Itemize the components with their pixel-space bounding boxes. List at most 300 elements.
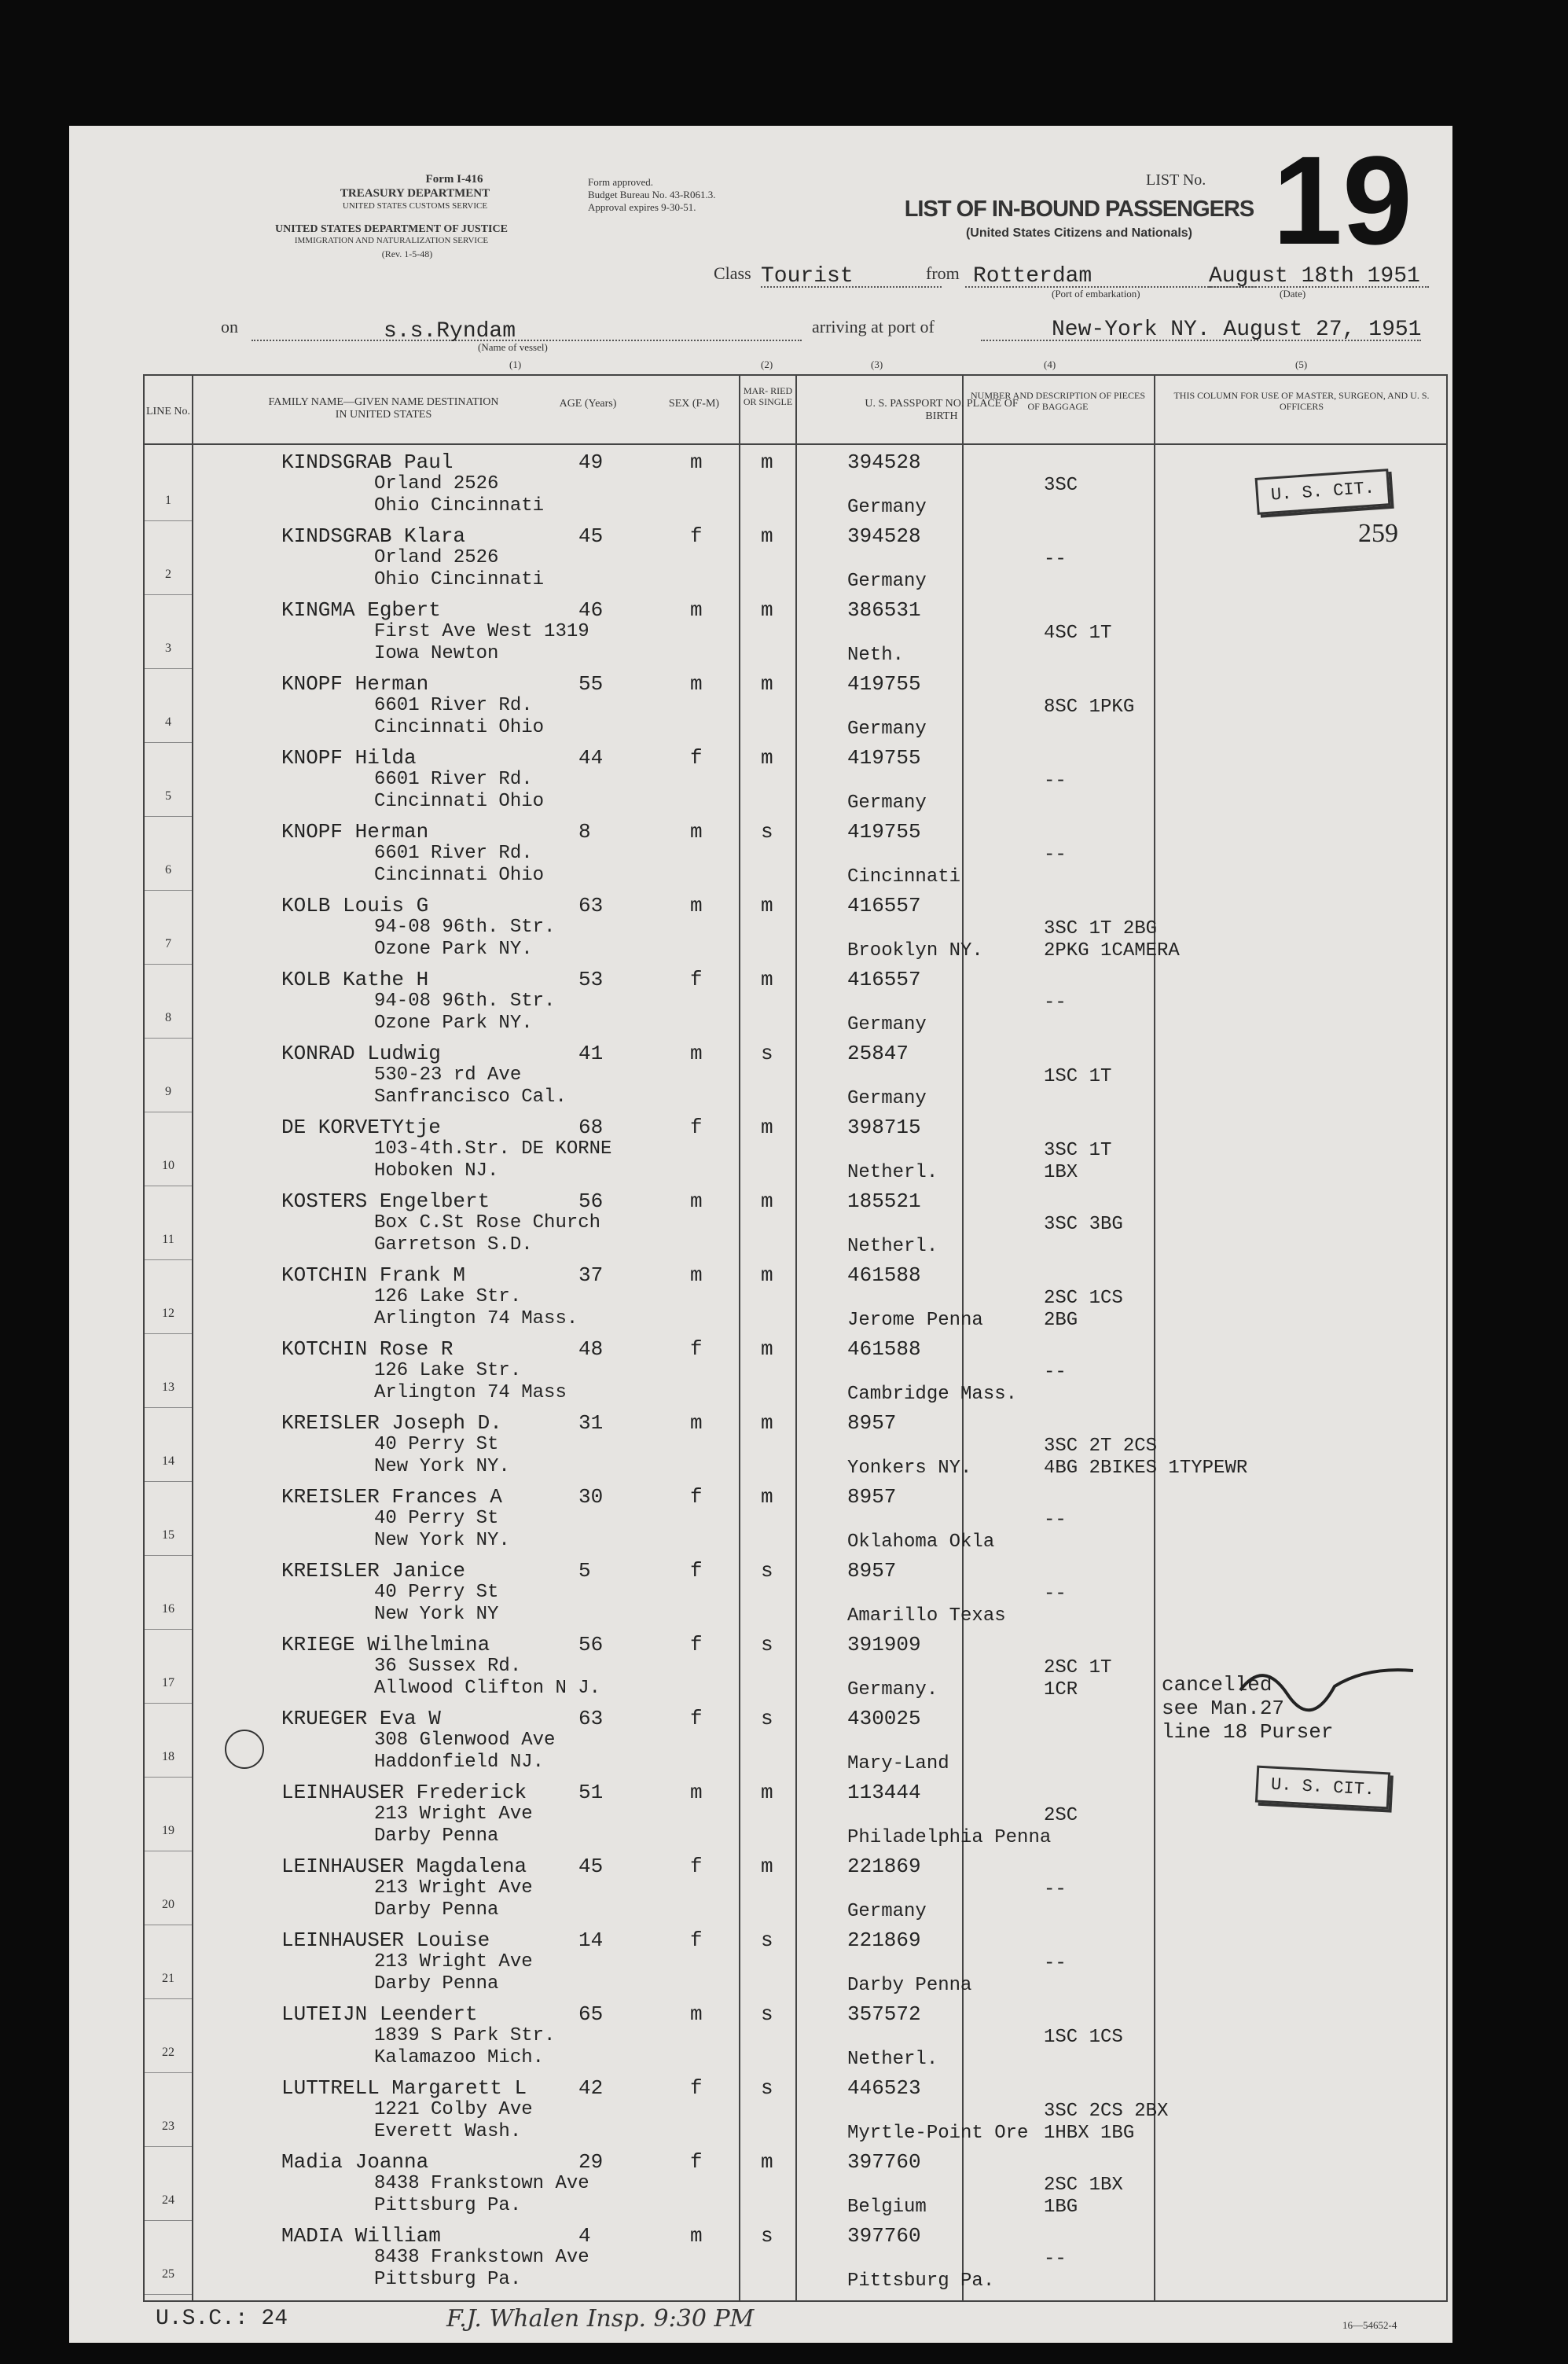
- col-num-5: (5): [1295, 358, 1308, 370]
- baggage-line-1: 1SC 1CS: [1044, 2027, 1123, 2048]
- birthplace: Mary-Land: [847, 1753, 949, 1774]
- passport-number: 446523: [847, 2076, 921, 2100]
- line-number: 12: [162, 1307, 174, 1320]
- marital-status: s: [761, 820, 773, 844]
- passenger-name: KREISLER Joseph D.: [281, 1411, 502, 1435]
- age: 48: [578, 1337, 604, 1361]
- birthplace: Netherl.: [847, 1162, 938, 1183]
- passport-number: 221869: [847, 1855, 921, 1878]
- age: 63: [578, 894, 604, 917]
- vessel-caption: (Name of vessel): [478, 341, 548, 353]
- count-annotation: 259: [1358, 519, 1398, 548]
- table-row: [69, 892, 1452, 965]
- on-label: on: [221, 317, 238, 336]
- age: 14: [578, 1928, 604, 1952]
- age: 31: [578, 1411, 604, 1435]
- address-line-1: 308 Glenwood Ave: [374, 1730, 556, 1751]
- birthplace: Netherl.: [847, 1236, 938, 1257]
- approval-2: Budget Bureau No. 43-R061.3.: [588, 189, 716, 200]
- address-line-1: 530-23 rd Ave: [374, 1064, 522, 1086]
- address-line-1: 103-4th.Str. DE KORNE: [374, 1138, 612, 1160]
- address-line-2: Arlington 74 Mass: [374, 1382, 567, 1403]
- address-line-2: Iowa Newton: [374, 643, 499, 664]
- address-line-2: Hoboken NJ.: [374, 1160, 499, 1182]
- sex: f: [690, 1855, 703, 1878]
- baggage-line-2: 1CR: [1044, 1679, 1078, 1700]
- table-row: [69, 1926, 1452, 1999]
- baggage-line-1: 2SC 1BX: [1044, 2175, 1123, 2196]
- col-num-4: (4): [1044, 358, 1056, 370]
- sex: m: [690, 1781, 703, 1804]
- baggage-line-1: 1SC 1T: [1044, 1066, 1112, 1087]
- table-row: [69, 965, 1452, 1039]
- marital-status: m: [761, 1411, 773, 1435]
- marital-status: s: [761, 1707, 773, 1730]
- line-number: 22: [162, 2046, 174, 2059]
- line-number: 18: [162, 1750, 174, 1763]
- table-row: [69, 1187, 1452, 1260]
- passenger-name: KNOPF Hilda: [281, 746, 417, 770]
- address-line-1: 6601 River Rd.: [374, 695, 533, 716]
- passenger-name: Madia Joanna: [281, 2150, 429, 2174]
- date-value: August 18th 1951: [1209, 264, 1420, 289]
- passenger-name: DE KORVETYtje: [281, 1116, 441, 1139]
- birthplace: Neth.: [847, 645, 905, 666]
- cancelled-note-3: line 18 Purser: [1162, 1720, 1334, 1744]
- birthplace: Germany: [847, 792, 927, 814]
- marital-status: m: [761, 894, 773, 917]
- line-number: 17: [162, 1676, 174, 1689]
- row-divider: [145, 2294, 192, 2295]
- baggage-line-1: 2SC: [1044, 1805, 1078, 1826]
- row-divider: [145, 2072, 192, 2073]
- passport-number: 397760: [847, 2150, 921, 2174]
- revision: (Rev. 1-5-48): [381, 248, 433, 259]
- passenger-name: KREISLER Frances A: [281, 1485, 502, 1509]
- passenger-list-page: [69, 126, 1452, 2343]
- address-line-1: 94-08 96th. Str.: [374, 917, 556, 938]
- marital-status: m: [761, 450, 773, 474]
- sex: f: [690, 1633, 703, 1656]
- address-line-1: 6601 River Rd.: [374, 769, 533, 790]
- row-divider: [145, 2220, 192, 2221]
- birthplace: Philadelphia Penna: [847, 1827, 1052, 1848]
- sex: m: [690, 820, 703, 844]
- passenger-name: MADIA William: [281, 2224, 441, 2248]
- baggage-line-1: --: [1044, 2248, 1067, 2270]
- birthplace: Cambridge Mass.: [847, 1384, 1018, 1405]
- passenger-name: KOTCHIN Frank M: [281, 1263, 466, 1287]
- sex: m: [690, 2224, 703, 2248]
- address-line-2: Everett Wash.: [374, 2121, 522, 2142]
- age: 29: [578, 2150, 604, 2174]
- line-number: 1: [165, 494, 171, 507]
- baggage-line-1: 3SC 1T: [1044, 1140, 1112, 1161]
- handwritten-circle: [217, 1722, 272, 1777]
- line-number: 5: [165, 789, 171, 803]
- age: 65: [578, 2002, 604, 2026]
- passport-number: 398715: [847, 1116, 921, 1139]
- row-divider: [145, 520, 192, 521]
- passenger-name: KNOPF Herman: [281, 820, 429, 844]
- list-subtitle: (United States Citizens and Nationals): [965, 226, 1193, 240]
- birthplace: Oklahoma Okla: [847, 1531, 995, 1553]
- line-number: 19: [162, 1824, 174, 1837]
- address-line-1: Box C.St Rose Church: [374, 1212, 601, 1233]
- address-line-2: Allwood Clifton N J.: [374, 1678, 601, 1699]
- sex: f: [690, 746, 703, 770]
- line-number: 16: [162, 1602, 174, 1616]
- line-number: 6: [165, 863, 171, 877]
- address-line-1: 94-08 96th. Str.: [374, 991, 556, 1012]
- sex: f: [690, 524, 703, 548]
- row-divider: [145, 594, 192, 595]
- birthplace: Yonkers NY.: [847, 1458, 972, 1479]
- line-number: 8: [165, 1011, 171, 1024]
- age: 53: [578, 968, 604, 991]
- birthplace: Pittsburg Pa.: [847, 2270, 995, 2292]
- sex: m: [690, 1411, 703, 1435]
- age: 63: [578, 1707, 604, 1730]
- line-number: 2: [165, 568, 171, 581]
- address-line-1: 36 Sussex Rd.: [374, 1656, 522, 1677]
- table-row: [69, 1335, 1452, 1408]
- list-number: 19: [1272, 130, 1412, 270]
- birthplace: Germany: [847, 571, 927, 592]
- baggage-line-2: 2PKG 1CAMERA: [1044, 940, 1180, 961]
- marital-status: s: [761, 2224, 773, 2248]
- address-line-2: Ozone Park NY.: [374, 939, 533, 960]
- address-line-2: Cincinnati Ohio: [374, 791, 545, 812]
- passport-number: 185521: [847, 1189, 921, 1213]
- baggage-line-1: 2SC 1CS: [1044, 1288, 1123, 1309]
- birthplace: Germany: [847, 1014, 927, 1035]
- sex: f: [690, 2150, 703, 2174]
- address-line-2: Ohio Cincinnati: [374, 569, 545, 590]
- address-line-2: New York NY: [374, 1604, 499, 1625]
- address-line-1: 213 Wright Ave: [374, 1951, 533, 1972]
- age: 55: [578, 672, 604, 696]
- line-number: 4: [165, 715, 171, 729]
- passenger-name: KINDSGRAB Paul: [281, 450, 454, 474]
- age: 30: [578, 1485, 604, 1509]
- baggage-line-1: 3SC: [1044, 475, 1078, 496]
- sex: m: [690, 1263, 703, 1287]
- col-header-sex: SEX (F-M): [668, 398, 720, 410]
- passport-number: 416557: [847, 968, 921, 991]
- customs-service: UNITED STATES CUSTOMS SERVICE: [342, 201, 488, 211]
- col-header-name: FAMILY NAME—GIVEN NAME DESTINATION IN UNITED STATES: [268, 396, 499, 421]
- table-row: [69, 1852, 1452, 1925]
- table-row: [69, 1039, 1452, 1112]
- passport-number: 8957: [847, 1411, 897, 1435]
- birthplace: Netherl.: [847, 2049, 938, 2070]
- marital-status: m: [761, 2150, 773, 2174]
- passport-number: 113444: [847, 1781, 921, 1804]
- line-number: 24: [162, 2193, 174, 2207]
- baggage-line-1: --: [1044, 992, 1067, 1013]
- baggage-line-1: 8SC 1PKG: [1044, 697, 1135, 718]
- age: 42: [578, 2076, 604, 2100]
- birthplace: Germany: [847, 1088, 927, 1109]
- passenger-name: LEINHAUSER Louise: [281, 1928, 490, 1952]
- line-number: 21: [162, 1972, 174, 1985]
- sex: f: [690, 1707, 703, 1730]
- marital-status: m: [761, 672, 773, 696]
- passenger-name: KOTCHIN Rose R: [281, 1337, 454, 1361]
- row-divider: [145, 1333, 192, 1334]
- col-header-line: LINE No.: [146, 406, 190, 417]
- birthplace: Germany: [847, 497, 927, 518]
- passport-number: 391909: [847, 1633, 921, 1656]
- row-divider: [145, 1703, 192, 1704]
- usc-count: U.S.C.: 24: [156, 2307, 288, 2331]
- table-row: [69, 818, 1452, 891]
- row-divider: [145, 964, 192, 965]
- birthplace: Darby Penna: [847, 1975, 972, 1996]
- marital-status: s: [761, 1559, 773, 1583]
- address-line-2: Cincinnati Ohio: [374, 865, 545, 886]
- passport-number: 419755: [847, 820, 921, 844]
- sex: f: [690, 1116, 703, 1139]
- birthplace: Brooklyn NY.: [847, 940, 983, 961]
- passport-number: 221869: [847, 1928, 921, 1952]
- address-line-2: Pittsburg Pa.: [374, 2269, 522, 2290]
- baggage-line-1: 4SC 1T: [1044, 623, 1112, 644]
- address-line-1: 126 Lake Str.: [374, 1286, 522, 1307]
- line-number: 13: [162, 1381, 174, 1394]
- inspector-signature: F.J. Whalen Insp. 9:30 PM: [446, 2305, 755, 2333]
- marital-status: m: [761, 968, 773, 991]
- passport-number: 8957: [847, 1559, 897, 1583]
- baggage-line-2: 1HBX 1BG: [1044, 2123, 1135, 2144]
- age: 44: [578, 746, 604, 770]
- table-row: [69, 2148, 1452, 2221]
- row-divider: [145, 1777, 192, 1778]
- row-divider: [145, 890, 192, 891]
- age: 51: [578, 1781, 604, 1804]
- table-row: [69, 596, 1452, 669]
- address-line-1: 126 Lake Str.: [374, 1360, 522, 1381]
- address-line-2: Darby Penna: [374, 1825, 499, 1847]
- passport-number: 397760: [847, 2224, 921, 2248]
- marital-status: m: [761, 746, 773, 770]
- baggage-line-1: --: [1044, 1879, 1067, 1900]
- address-line-2: Haddonfield NJ.: [374, 1752, 545, 1773]
- sex: f: [690, 968, 703, 991]
- birthplace: Germany: [847, 719, 927, 740]
- table-row: [69, 1483, 1452, 1556]
- baggage-line-1: --: [1044, 1362, 1067, 1383]
- baggage-line-1: 3SC 2CS 2BX: [1044, 2101, 1169, 2122]
- address-line-1: 40 Perry St: [374, 1434, 499, 1455]
- baggage-line-1: 3SC 3BG: [1044, 1214, 1123, 1235]
- age: 4: [578, 2224, 591, 2248]
- address-line-2: Ohio Cincinnati: [374, 495, 545, 517]
- address-line-1: Orland 2526: [374, 547, 499, 568]
- marital-status: s: [761, 1042, 773, 1065]
- table-row: [69, 2000, 1452, 2073]
- passenger-name: LEINHAUSER Magdalena: [281, 1855, 527, 1878]
- sex: m: [690, 1042, 703, 1065]
- address-line-2: Darby Penna: [374, 1973, 499, 1995]
- birthplace: Cincinnati: [847, 866, 961, 888]
- table-row: [69, 2222, 1452, 2295]
- table-row: [69, 1261, 1452, 1334]
- baggage-line-2: 1BX: [1044, 1162, 1078, 1183]
- passport-number: 419755: [847, 672, 921, 696]
- row-divider: [145, 1998, 192, 1999]
- table-row: [69, 1557, 1452, 1630]
- birthplace: Myrtle-Point Ore: [847, 2123, 1029, 2144]
- baggage-line-1: 3SC 2T 2CS: [1044, 1436, 1158, 1457]
- table-row: [69, 1113, 1452, 1186]
- sex: f: [690, 1928, 703, 1952]
- passenger-name: KOSTERS Engelbert: [281, 1189, 490, 1213]
- baggage-line-2: 4BG 2BIKES 1TYPEWR: [1044, 1458, 1248, 1479]
- address-line-1: Orland 2526: [374, 473, 499, 494]
- address-line-2: Darby Penna: [374, 1899, 499, 1921]
- line-number: 9: [165, 1085, 171, 1098]
- marital-status: s: [761, 1633, 773, 1656]
- address-line-1: 40 Perry St: [374, 1582, 499, 1603]
- col-header-officers: THIS COLUMN FOR USE OF MASTER, SURGEON, AND U. S. OFFICERS: [1173, 390, 1430, 412]
- print-code: 16—54652-4: [1342, 2319, 1397, 2331]
- class-label: Class: [714, 263, 751, 283]
- baggage-line-1: 3SC 1T 2BG: [1044, 918, 1158, 939]
- address-line-1: 40 Perry St: [374, 1508, 499, 1529]
- passenger-name: KOLB Louis G: [281, 894, 429, 917]
- row-divider: [145, 1555, 192, 1556]
- baggage-line-1: --: [1044, 1509, 1067, 1531]
- birthplace: Amarillo Texas: [847, 1605, 1006, 1627]
- marital-status: m: [761, 1189, 773, 1213]
- list-label: LIST No.: [1146, 171, 1206, 189]
- age: 56: [578, 1633, 604, 1656]
- sex: m: [690, 894, 703, 917]
- baggage-line-1: 2SC 1T: [1044, 1657, 1112, 1678]
- col-header-age: AGE (Years): [559, 398, 617, 410]
- marital-status: m: [761, 524, 773, 548]
- cancelled-note-2: see Man.27: [1162, 1697, 1285, 1720]
- passenger-name: KRIEGE Wilhelmina: [281, 1633, 490, 1656]
- list-title: LIST OF IN-BOUND PASSENGERS: [904, 197, 1254, 222]
- embark-caption: (Port of embarkation): [1052, 288, 1140, 300]
- baggage-line-1: --: [1044, 770, 1067, 792]
- from-label: from: [926, 263, 960, 283]
- marital-status: s: [761, 2002, 773, 2026]
- birthplace: Belgium: [847, 2197, 927, 2218]
- passport-number: 419755: [847, 746, 921, 770]
- baggage-line-2: 1BG: [1044, 2197, 1078, 2218]
- ins-service: IMMIGRATION AND NATURALIZATION SERVICE: [294, 236, 489, 245]
- marital-status: s: [761, 2076, 773, 2100]
- address-line-2: Sanfrancisco Cal.: [374, 1086, 567, 1108]
- approval-1: Form approved.: [588, 176, 654, 188]
- age: 37: [578, 1263, 604, 1287]
- address-line-1: First Ave West 1319: [374, 621, 589, 642]
- col-num-3: (3): [871, 358, 883, 370]
- table-row: [69, 744, 1452, 817]
- date-caption: (Date): [1280, 288, 1306, 300]
- passenger-name: KNOPF Herman: [281, 672, 429, 696]
- marital-status: m: [761, 1485, 773, 1509]
- table-row: [69, 1778, 1452, 1851]
- passport-number: 430025: [847, 1707, 921, 1730]
- birthplace: Germany.: [847, 1679, 938, 1700]
- table-bottom-border: [143, 2300, 1448, 2302]
- passport-number: 394528: [847, 524, 921, 548]
- passport-number: 25847: [847, 1042, 909, 1065]
- baggage-line-1: --: [1044, 844, 1067, 866]
- passport-number: 461588: [847, 1263, 921, 1287]
- passenger-name: LUTEIJN Leendert: [281, 2002, 478, 2026]
- sex: f: [690, 1485, 703, 1509]
- passport-number: 386531: [847, 598, 921, 622]
- class-value: Tourist: [761, 264, 854, 289]
- col-header-married: MAR- RIED OR SINGLE: [743, 385, 793, 407]
- baggage-line-1: --: [1044, 1953, 1067, 1974]
- age: 5: [578, 1559, 591, 1583]
- age: 8: [578, 820, 591, 844]
- line-number: 14: [162, 1454, 174, 1468]
- class-underline: [761, 286, 942, 288]
- sex: m: [690, 672, 703, 696]
- address-line-2: Kalamazoo Mich.: [374, 2047, 545, 2068]
- arriving-underline: [981, 340, 1421, 341]
- line-number: 20: [162, 1898, 174, 1911]
- address-line-1: 213 Wright Ave: [374, 1877, 533, 1899]
- address-line-1: 8438 Frankstown Ave: [374, 2247, 589, 2268]
- passport-number: 416557: [847, 894, 921, 917]
- line-number: 3: [165, 642, 171, 655]
- marital-status: m: [761, 1116, 773, 1139]
- address-line-1: 6601 River Rd.: [374, 843, 533, 864]
- address-line-2: Ozone Park NY.: [374, 1013, 533, 1034]
- table-row: [69, 670, 1452, 743]
- arriving-value: New-York NY. August 27, 1951: [1052, 318, 1422, 342]
- marital-status: m: [761, 1855, 773, 1878]
- row-divider: [145, 668, 192, 669]
- passenger-name: KOLB Kathe H: [281, 968, 429, 991]
- passenger-name: LEINHAUSER Frederick: [281, 1781, 527, 1804]
- age: 46: [578, 598, 604, 622]
- sex: m: [690, 1189, 703, 1213]
- row-divider: [145, 1629, 192, 1630]
- us-citizen-stamp-2: U. S. CIT.: [1255, 1766, 1390, 1810]
- passport-number: 461588: [847, 1337, 921, 1361]
- line-number: 10: [162, 1159, 174, 1172]
- approval-3: Approval expires 9-30-51.: [588, 201, 696, 213]
- address-line-2: New York NY.: [374, 1530, 510, 1551]
- vessel-value: s.s.Ryndam: [384, 319, 516, 344]
- treasury-dept: TREASURY DEPARTMENT: [340, 187, 490, 200]
- marital-status: m: [761, 598, 773, 622]
- passenger-name: LUTTRELL Margarett L: [281, 2076, 527, 2100]
- sex: m: [690, 598, 703, 622]
- baggage-line-1: --: [1044, 549, 1067, 570]
- sex: f: [690, 1559, 703, 1583]
- marital-status: m: [761, 1263, 773, 1287]
- age: 49: [578, 450, 604, 474]
- sex: f: [690, 2076, 703, 2100]
- marital-status: m: [761, 1337, 773, 1361]
- line-number: 11: [162, 1233, 174, 1246]
- age: 41: [578, 1042, 604, 1065]
- line-number: 25: [162, 2267, 174, 2281]
- col-num-2: (2): [761, 358, 773, 370]
- passport-number: 8957: [847, 1485, 897, 1509]
